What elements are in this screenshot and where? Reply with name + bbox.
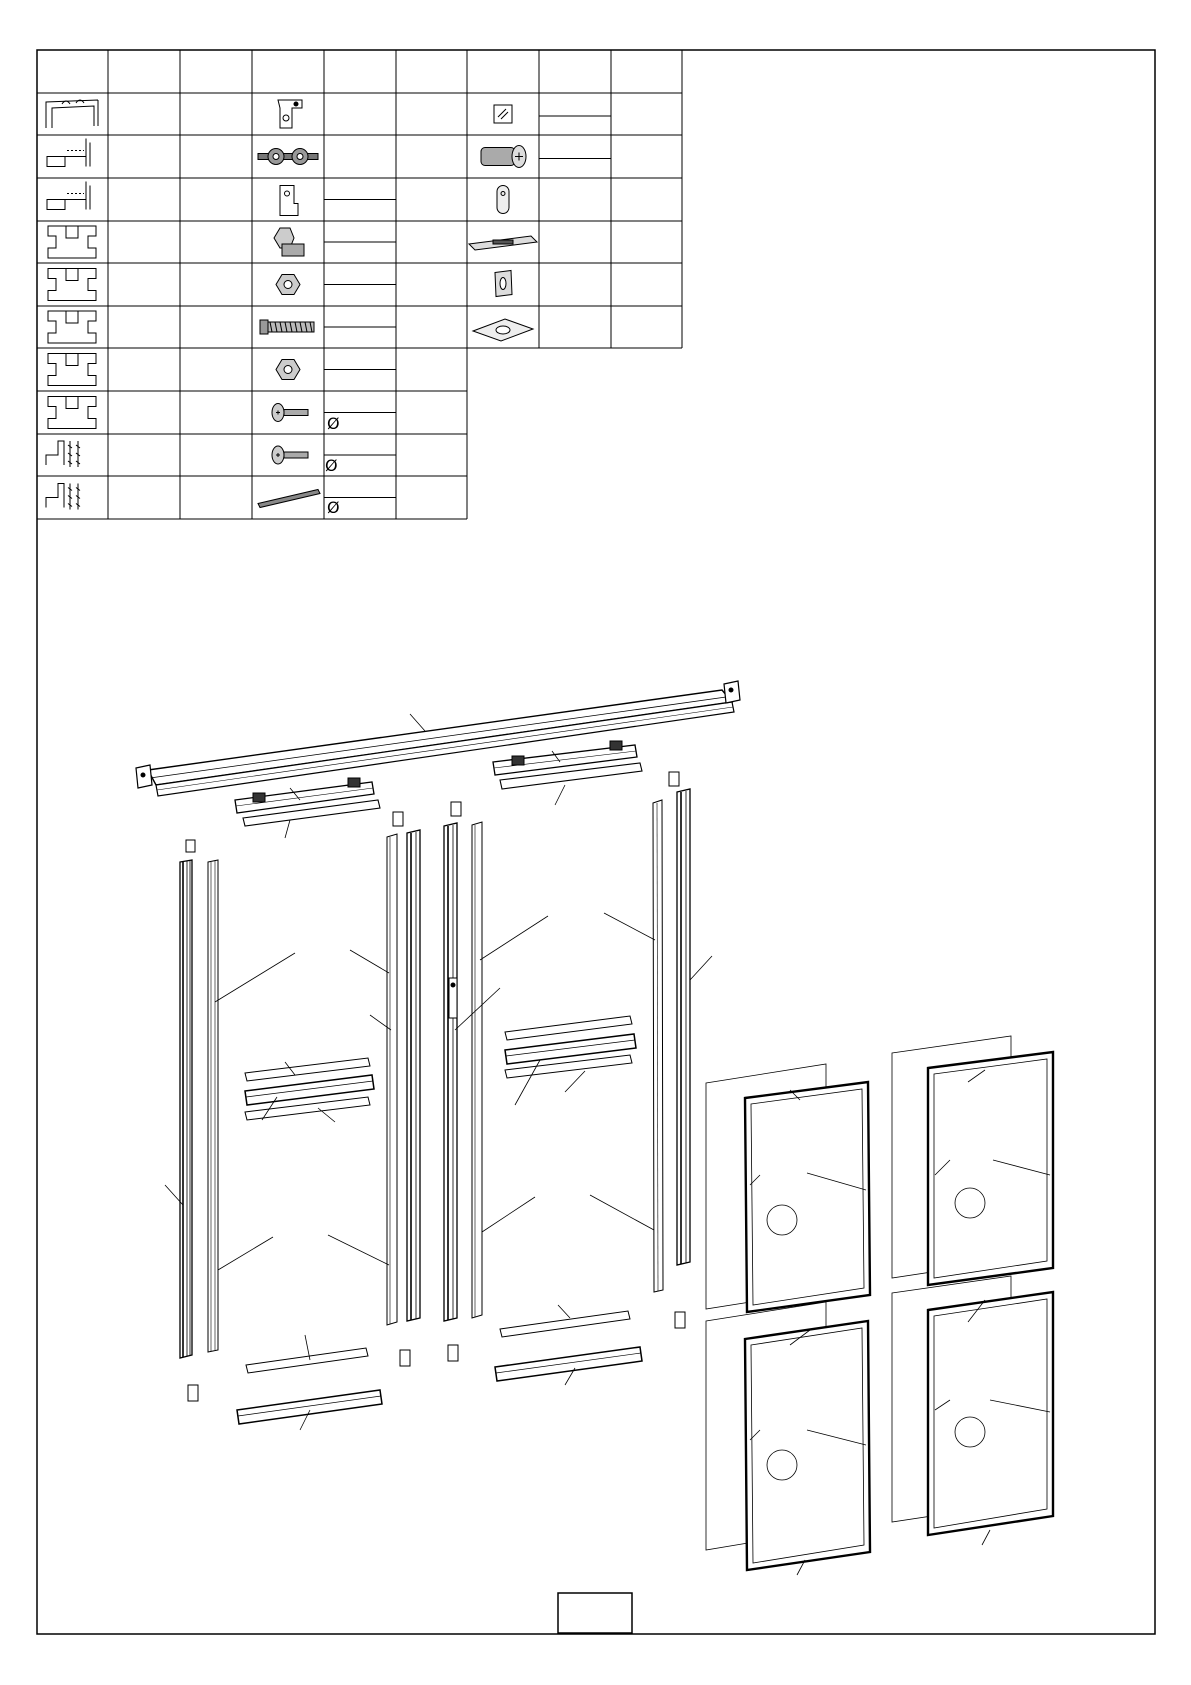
pan-head-screw-icon [272,404,308,422]
glass-panel-top-left [706,1064,870,1312]
door-frame-profile-icon [48,311,96,343]
stile-right-inner [653,800,663,1292]
glass-panel-bottom-right [892,1276,1053,1545]
end-stop-icon [497,186,509,214]
strike-plate-icon [469,236,537,250]
small-channel-profile-icon [47,182,90,210]
bottom-rail-left [188,1335,458,1430]
door-frame-profile-icon [48,354,96,386]
hex-bolt-icon [274,228,304,256]
roller-carriage-right [493,741,642,805]
hex-nut-icon [276,360,300,380]
top-track [136,681,740,796]
diameter-symbol: Ø [327,498,340,517]
diameter-symbol: Ø [327,414,340,433]
door-frame-profile-icon [48,226,96,258]
long-screw-icon [258,490,320,508]
glass-panel-top-right [892,1036,1053,1285]
bottom-rail-right [495,1305,642,1385]
glazing-clip-profile-icon [46,484,80,510]
hanger-bracket-icon [278,100,302,128]
roller-carriage-icon [258,149,318,165]
glass-pane-icon [494,105,512,123]
pan-head-screw-icon [272,446,308,464]
square-washer-icon [495,271,512,297]
page-number-box [558,1593,632,1633]
long-bolt-icon [260,320,314,334]
glass-panel-bottom-left [706,1302,870,1575]
door-frame-profile-icon [48,269,96,301]
wall-plug-icon [481,146,526,168]
hex-nut-icon [276,275,300,295]
table-icons [46,100,537,510]
roller-carriage-left [235,778,380,838]
stile-left-inner [208,860,218,1352]
diameter-symbol: Ø [325,456,338,475]
middle-rail-right [505,1016,636,1105]
door-frame-profile-icon [48,397,96,429]
middle-rail-left [245,1058,374,1122]
guide-bracket-icon [280,186,298,216]
stile-center-left [387,812,420,1325]
flat-washer-icon [473,319,533,341]
small-channel-profile-icon [47,139,90,167]
exploded-drawing [136,681,1053,1633]
stile-right-outer [669,772,690,1328]
glazing-clip-profile-icon [46,441,80,467]
top-rail-profile-icon [46,100,98,128]
stile-left-outer [180,840,195,1358]
stile-center-right [444,802,482,1321]
table-grid [37,50,682,519]
